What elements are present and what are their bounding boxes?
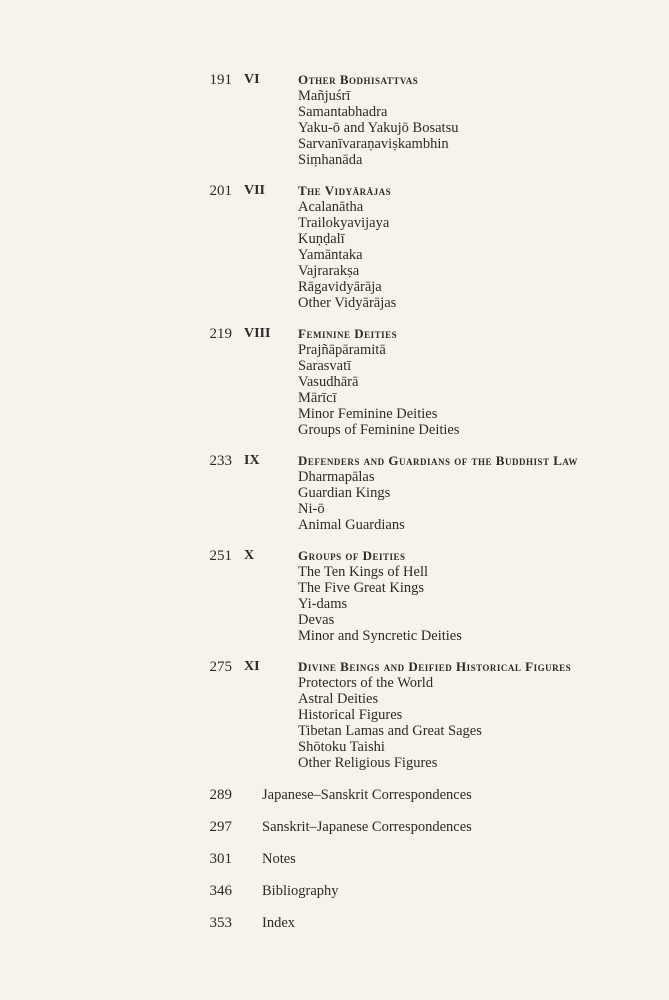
section-item: The Five Great Kings [298,580,425,596]
back-matter-label: Index [262,915,296,931]
section-item: Vajrarakṣa [298,263,360,279]
back-matter-page-number: 289 [209,787,232,803]
section-item: Yaku-ō and Yakujō Bosatsu [298,120,459,136]
section-list [298,88,458,168]
chapter-title: Defenders and Guardians of the Buddhist Law [298,453,578,468]
chapter-page-number: 201 [209,183,232,199]
chapter-numeral: X [244,548,255,563]
section-item: Historical Figures [298,707,403,723]
back-matter-label: Japanese–Sanskrit Correspondences [262,787,472,803]
section-item: The Ten Kings of Hell [298,564,428,580]
chapter-numeral: IX [244,453,260,468]
back-matter-page-number: 297 [209,819,232,835]
chapter-title: Other Bodhisattvas [298,72,419,87]
section-item: Kuṇḍalī [298,231,345,247]
back-matter-page-number: 353 [209,915,232,931]
chapter-numeral: XI [244,659,260,674]
section-list [298,199,396,311]
back-matter-page-number: 301 [209,851,232,867]
chapter-page-number: 251 [209,548,232,564]
chapter-title: The Vidyārājas [298,183,392,198]
chapter-title: Divine Beings and Deified Historical Figures [298,659,572,674]
chapter-page-number: 275 [209,659,232,675]
section-item: Prajñāpāramitā [298,342,386,358]
chapter-page-number: 219 [209,326,232,342]
section-item: Trailokyavijaya [298,215,390,231]
section-item: Tibetan Lamas and Great Sages [298,723,482,739]
section-item: Ni-ō [298,501,325,517]
section-item: Minor Feminine Deities [298,406,438,422]
section-item: Dharmapālas [298,469,375,485]
section-list [298,675,482,771]
section-item: Acalanātha [298,199,364,215]
section-item: Mārīcī [298,390,337,406]
section-item: Shōtoku Taishi [298,739,385,755]
section-item: Astral Deities [298,691,379,707]
section-item: Protectors of the World [298,675,434,691]
chapter-numeral: VIII [244,326,271,341]
section-item: Yamāntaka [298,247,363,263]
section-item: Minor and Syncretic Deities [298,628,462,644]
section-item: Rāgavidyārāja [298,279,382,295]
section-item: Other Religious Figures [298,755,438,771]
section-item: Vasudhārā [298,374,359,390]
section-item: Animal Guardians [298,517,405,533]
section-list [298,564,462,644]
section-item: Samantabhadra [298,104,388,120]
chapter-title: Groups of Deities [298,548,406,563]
chapter-numeral: VI [244,72,260,87]
section-item: Groups of Feminine Deities [298,422,460,438]
back-matter-label: Sanskrit–Japanese Correspondences [262,819,472,835]
chapter-page-number: 233 [209,453,232,469]
chapter-numeral: VII [244,183,266,198]
section-item: Mañjuśrī [298,88,351,104]
back-matter-label: Notes [262,851,296,867]
section-item: Other Vidyārājas [298,295,397,311]
section-item: Devas [298,612,335,628]
section-item: Sarvanīvaraṇaviṣkambhin [298,136,449,152]
chapter-title: Feminine Deities [298,326,398,341]
chapter-page-number: 191 [209,72,232,88]
section-item: Yi-dams [298,596,348,612]
back-matter-label: Bibliography [262,883,339,899]
back-matter-page-number: 346 [209,883,232,899]
section-list [298,342,460,438]
section-list [298,469,405,533]
section-item: Sarasvatī [298,358,352,374]
section-item: Siṃhanāda [298,152,363,168]
section-item: Guardian Kings [298,485,391,501]
